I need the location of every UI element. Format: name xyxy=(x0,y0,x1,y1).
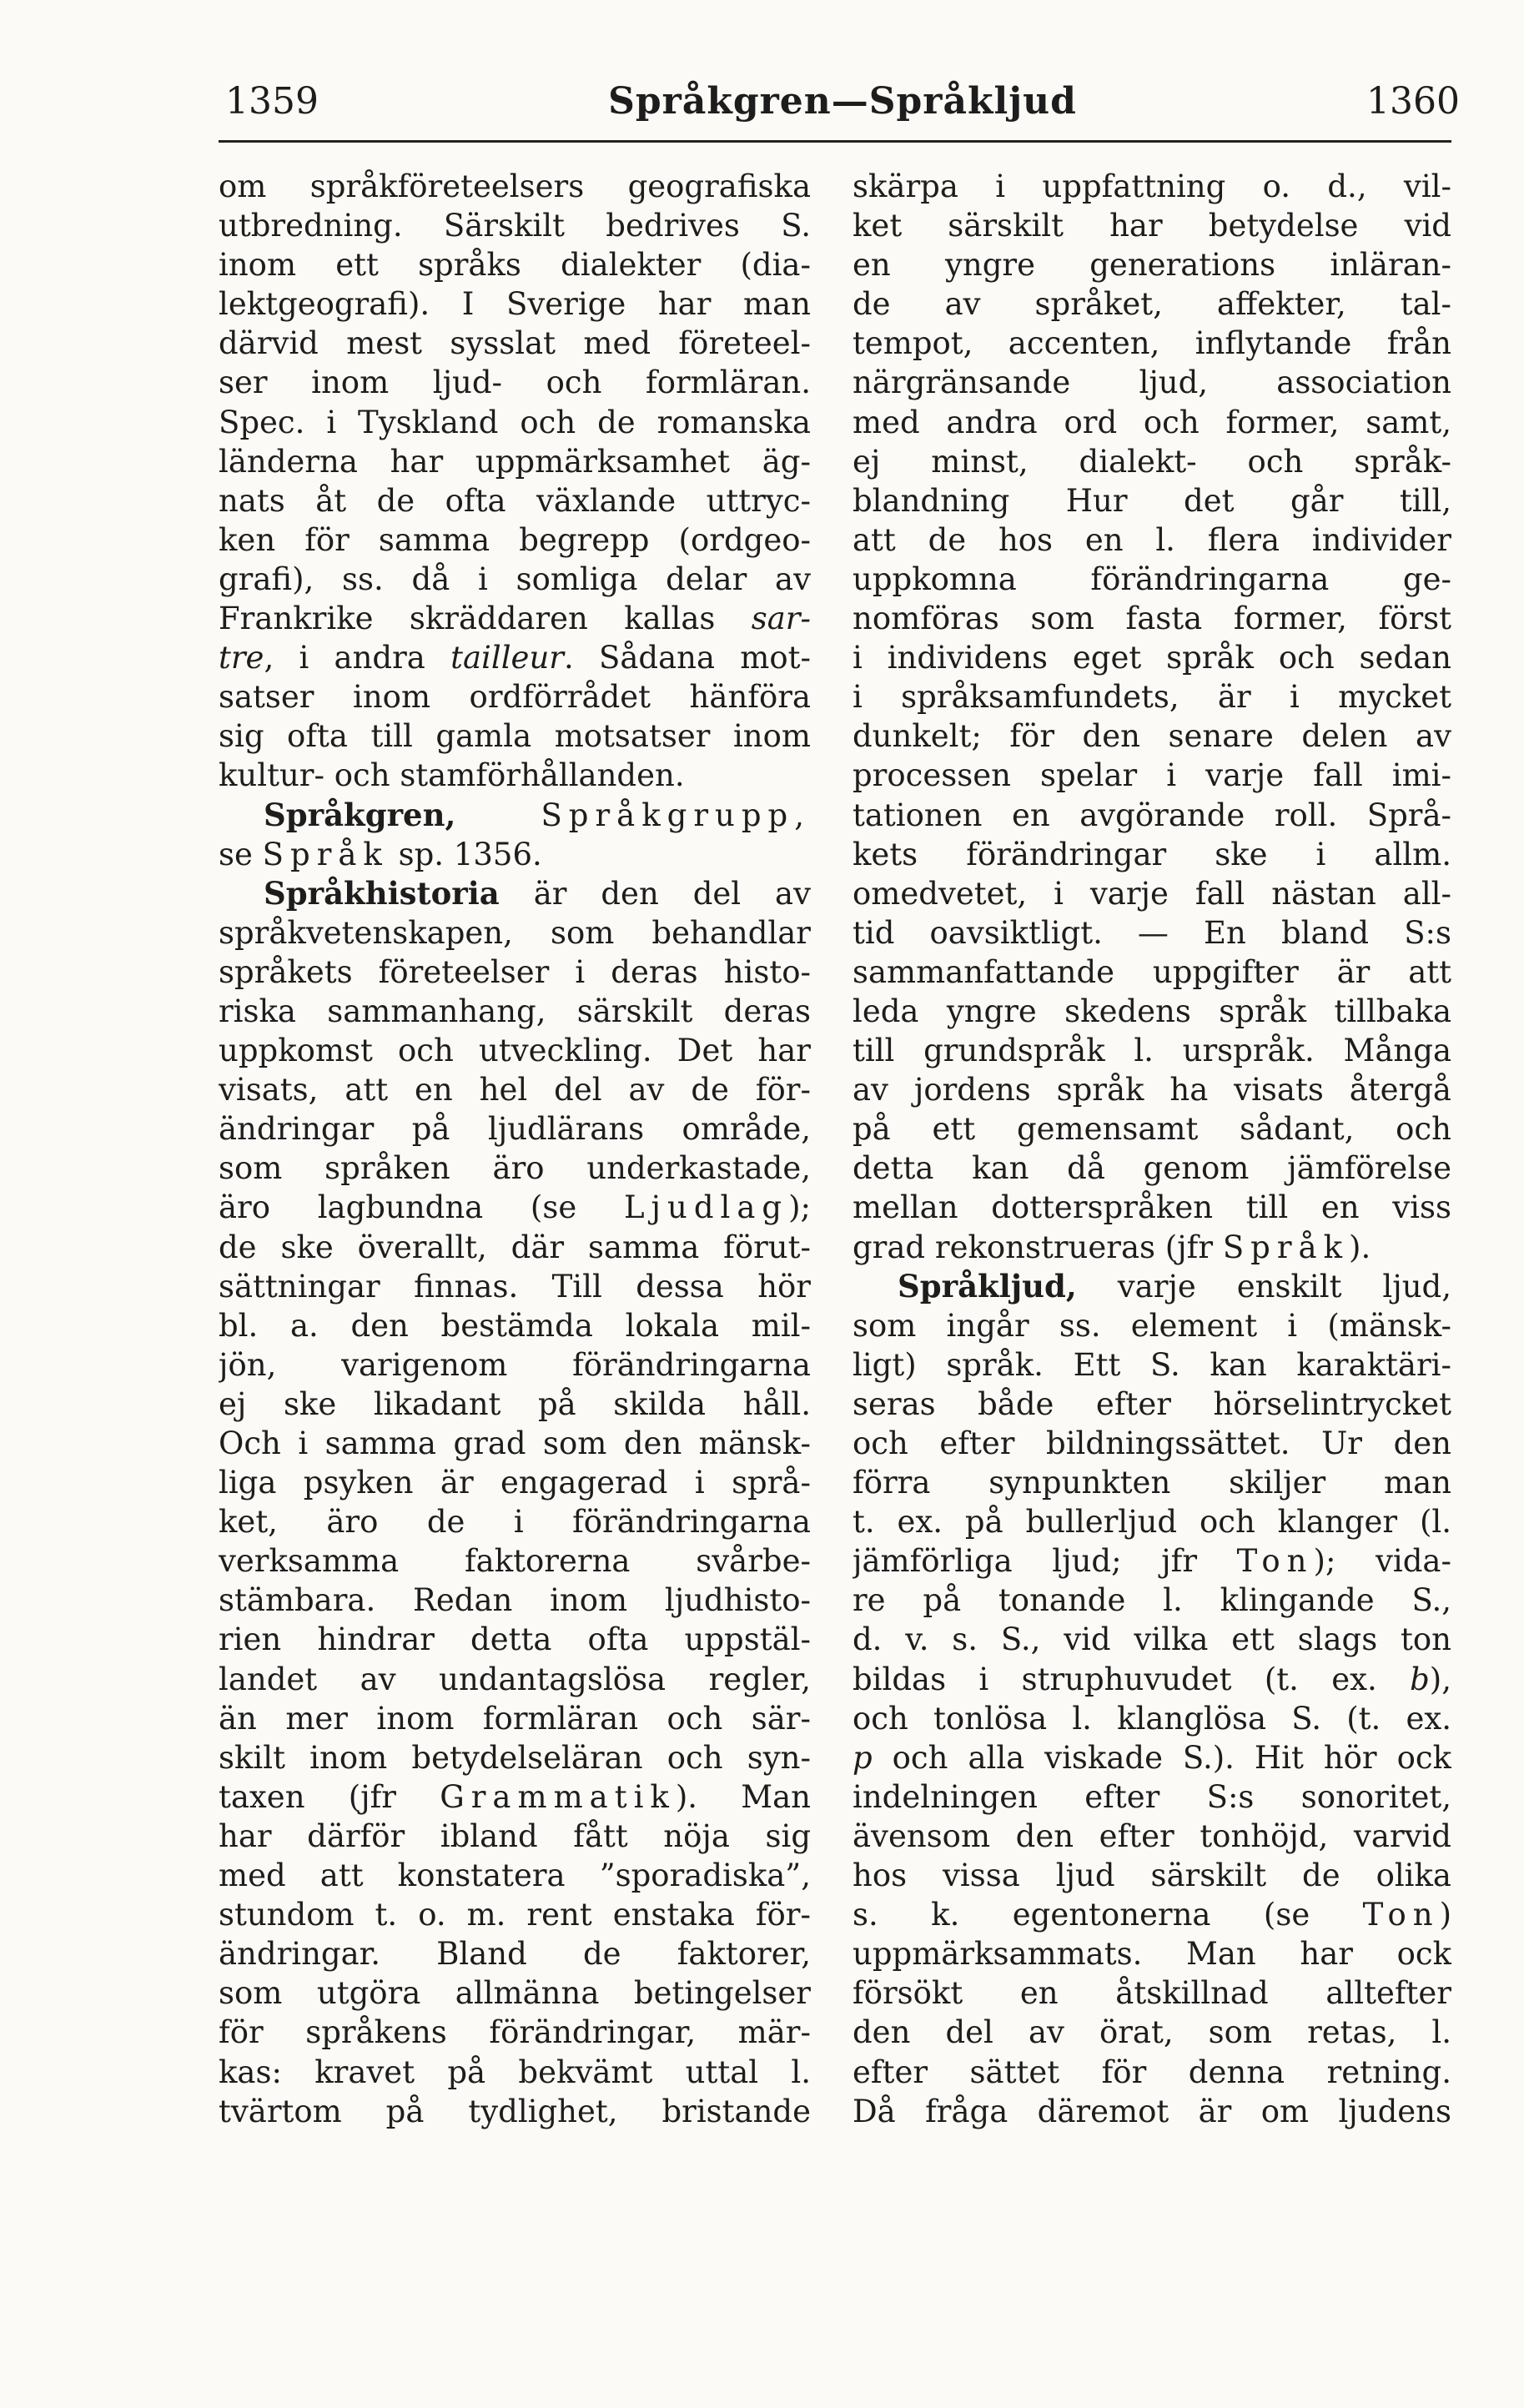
italic-word: tailleur xyxy=(450,640,564,676)
text-line xyxy=(853,1660,1451,1699)
text-line: ligt) språk. Ett S. kan karaktäri- xyxy=(853,1346,1451,1383)
text-run: grad rekonstrueras (jfr xyxy=(853,1229,1223,1265)
text-line: stundom t. o. m. rent enstaka för- xyxy=(219,1897,811,1933)
entry-sprakhistoria xyxy=(219,874,811,913)
text-line xyxy=(853,1228,1451,1267)
text-line: nomföras som fasta former, först xyxy=(853,601,1451,637)
text-line: för språkens förändringar, mär- xyxy=(219,2014,811,2051)
text-run: se xyxy=(219,836,263,872)
text-line: ket, äro de i förändringarna xyxy=(219,1504,811,1541)
text-line: uppkomst och utveckling. Det har xyxy=(219,1033,811,1069)
text-line: dunkelt; för den senare delen av xyxy=(853,718,1451,755)
text-run: ), xyxy=(1429,1661,1451,1697)
text-line: blandning Hur det går till, xyxy=(853,482,1451,519)
cross-reference: Ljudlag xyxy=(623,1189,789,1226)
cross-reference: Språkgrupp, xyxy=(541,797,811,833)
text-line: riska sammanhang, särskilt deras xyxy=(219,993,811,1029)
text-run: s. k. egentonerna (se xyxy=(853,1897,1363,1933)
text-line: de av språket, affekter, tal- xyxy=(853,286,1451,323)
text-line: i individens eget språk och sedan xyxy=(853,640,1451,676)
text-line: förra synpunkten skiljer man xyxy=(853,1465,1451,1501)
text-run: taxen (jfr xyxy=(219,1778,440,1815)
text-line: ändringar på ljudlärans område, xyxy=(219,1111,811,1148)
text-line: mellan dotterspråken till en viss xyxy=(853,1189,1451,1226)
text-line: ej ske likadant på skilda håll. xyxy=(219,1385,811,1422)
text-run: bildas i struphuvudet (t. ex. xyxy=(853,1661,1411,1697)
text-line: närgränsande ljud, association xyxy=(853,364,1451,401)
italic-word: tre xyxy=(219,640,264,676)
text-line: försökt en åtskillnad alltefter xyxy=(853,1975,1451,2012)
text-line: landet av undantagslösa regler, xyxy=(219,1661,811,1697)
text-line: detta kan då genom jämförelse xyxy=(853,1150,1451,1187)
entry-sprakljud xyxy=(853,1267,1451,1306)
text-line: grafi), ss. då i somliga delar av xyxy=(219,561,811,597)
text-line: inom ett språks dialekter (dia- xyxy=(219,247,811,284)
text-line: ket särskilt har betydelse vid xyxy=(853,208,1451,244)
text-run: ). Man xyxy=(675,1778,811,1815)
italic-letter: p xyxy=(853,1739,873,1776)
text-line: som ingår ss. element i (mänsk- xyxy=(853,1307,1451,1344)
text-line: har därför ibland fått nöja sig xyxy=(219,1817,811,1854)
text-line: en yngre generations inläran- xyxy=(853,247,1451,284)
text-line: t. ex. på bullerljud och klanger (l. xyxy=(853,1504,1451,1541)
text-line: lektgeografi). I Sverige har man xyxy=(219,286,811,323)
text-run: ). xyxy=(1349,1229,1371,1265)
text-line: kultur- och stamförhållanden. xyxy=(219,757,685,794)
text-line: än mer inom formläran och sär- xyxy=(219,1700,811,1737)
cross-reference: Ton xyxy=(1236,1543,1314,1580)
text-line: därvid mest sysslat med företeel- xyxy=(219,325,811,362)
text-line: tvärtom på tydlighet, bristande xyxy=(219,2093,811,2129)
text-line: och tonlösa l. klanglösa S. (t. ex. xyxy=(853,1700,1451,1737)
cross-reference: Ton xyxy=(1362,1897,1440,1933)
text-line: språkets företeelser i deras histo- xyxy=(219,953,811,990)
text-line: tid oavsiktligt. — En bland S:s xyxy=(853,914,1451,951)
text-line: uppmärksammats. Man har ock xyxy=(853,1936,1451,1973)
text-line xyxy=(219,1188,811,1227)
page-header xyxy=(225,77,1460,135)
text-run: , i andra xyxy=(264,640,451,676)
entry-headword: Språkljud, xyxy=(898,1267,1077,1305)
text-line: kets förändringar ske i allm. xyxy=(853,836,1451,872)
text-run: varje enskilt ljud, xyxy=(1076,1268,1451,1305)
text-line: processen spelar i varje fall imi- xyxy=(853,757,1451,794)
text-line xyxy=(219,1777,811,1817)
text-line: sammanfattande uppgifter är att xyxy=(853,953,1451,990)
text-line: i språksamfundets, är i mycket xyxy=(853,679,1451,716)
text-line: seras både efter hörselintrycket xyxy=(853,1385,1451,1422)
text-line: till grundspråk l. urspråk. Många xyxy=(853,1033,1451,1069)
entry-headword: Språkhistoria xyxy=(264,874,500,912)
text-line: ej minst, dialekt- och språk- xyxy=(853,443,1451,480)
text-line: skilt inom betydelseläran och syn- xyxy=(219,1739,811,1776)
text-run: är den del av xyxy=(499,875,811,912)
text-line: hos vissa ljud särskilt de olika xyxy=(853,1858,1451,1894)
text-line: ändringar. Bland de faktorer, xyxy=(219,1936,811,1973)
text-line: tationen en avgörande roll. Språ- xyxy=(853,797,1451,833)
left-column xyxy=(219,167,811,2131)
text-line: omedvetet, i varje fall nästan all- xyxy=(853,875,1451,912)
text-run: ) xyxy=(1439,1897,1451,1933)
entry-headword: Språkgren, xyxy=(264,796,456,833)
text-line: den del av örat, som retas, l. xyxy=(853,2014,1451,2051)
text-run: ); xyxy=(788,1189,811,1226)
text-line: tempot, accenten, inflytande från xyxy=(853,325,1451,362)
text-line: att de hos en l. flera individer xyxy=(853,521,1451,558)
text-line: på ett gemensamt sådant, och xyxy=(853,1111,1451,1148)
text-line: om språkföreteelsers geografiska xyxy=(219,168,811,204)
text-line xyxy=(853,1895,1451,1934)
text-line: och efter bildningssättet. Ur den xyxy=(853,1425,1451,1461)
text-line: uppkomna förändringarna ge- xyxy=(853,561,1451,597)
text-run: Frankrike skräddaren kallas xyxy=(219,601,752,637)
text-line: nats åt de ofta växlande uttryc- xyxy=(219,482,811,519)
text-line: verksamma faktorerna svårbe- xyxy=(219,1543,811,1580)
italic-word: sar- xyxy=(751,601,811,637)
text-line: språkvetenskapen, som behandlar xyxy=(219,914,811,951)
text-line: utbredning. Särskilt bedrives S. xyxy=(219,208,811,244)
italic-letter: b xyxy=(1410,1661,1430,1697)
text-line xyxy=(219,835,811,874)
text-line: jön, varigenom förändringarna xyxy=(219,1346,811,1383)
page-number-right: 1360 xyxy=(1366,80,1460,123)
text-run: och alla viskade S.). Hit hör ock xyxy=(872,1739,1451,1776)
running-title: Språkgren—Språkljud xyxy=(608,80,1077,123)
text-line: länderna har uppmärksamhet äg- xyxy=(219,443,811,480)
text-run: sp. 1356. xyxy=(388,836,542,872)
text-run: äro lagbundna (se xyxy=(219,1189,624,1226)
text-line: som språken äro underkastade, xyxy=(219,1150,811,1187)
text-line: efter sättet för denna retning. xyxy=(853,2054,1451,2090)
text-line: Spec. i Tyskland och de romanska xyxy=(219,404,811,440)
cross-reference: Grammatik xyxy=(440,1778,676,1815)
text-line: liga psyken är engagerad i språ- xyxy=(219,1465,811,1501)
page-number-left: 1359 xyxy=(225,80,319,123)
text-line: av jordens språk ha visats återgå xyxy=(853,1072,1451,1108)
text-line: re på tonande l. klingande S., xyxy=(853,1582,1451,1619)
text-line: ävensom den efter tonhöjd, varvid xyxy=(853,1817,1451,1854)
text-line: rien hindrar detta ofta uppstäl- xyxy=(219,1621,811,1658)
text-line: kas: kravet på bekvämt uttal l. xyxy=(219,2054,811,2090)
text-run: ); vida- xyxy=(1313,1543,1451,1580)
text-line: leda yngre skedens språk tillbaka xyxy=(853,993,1451,1029)
text-line: som utgöra allmänna betingelser xyxy=(219,1975,811,2012)
text-line xyxy=(219,599,811,638)
text-line: med andra ord och former, samt, xyxy=(853,404,1451,440)
text-line: ser inom ljud- och formläran. xyxy=(219,364,811,401)
text-line: de ske överallt, där samma förut- xyxy=(219,1229,811,1265)
text-line xyxy=(219,638,811,677)
text-line: med att konstatera ”sporadiska”, xyxy=(219,1858,811,1894)
text-line: satser inom ordförrådet hänföra xyxy=(219,679,811,716)
text-run: . Sådana mot- xyxy=(563,640,811,676)
right-column xyxy=(853,167,1451,2131)
text-line: sig ofta till gamla motsatser inom xyxy=(219,718,811,755)
text-line: sättningar finnas. Till dessa hör xyxy=(219,1268,811,1305)
text-line: skärpa i uppfattning o. d., vil- xyxy=(853,168,1451,204)
text-line: stämbara. Redan inom ljudhisto- xyxy=(219,1582,811,1619)
text-line: indelningen efter S:s sonoritet, xyxy=(853,1778,1451,1815)
text-line: Då fråga däremot är om ljudens xyxy=(853,2093,1451,2129)
text-line: ken för samma begrepp (ordgeo- xyxy=(219,521,811,558)
entry-sprakgren xyxy=(219,796,811,835)
text-line: Och i samma grad som den mänsk- xyxy=(219,1425,811,1461)
cross-reference: Språk xyxy=(262,836,389,872)
text-line: d. v. s. S., vid vilka ett slags ton xyxy=(853,1621,1451,1658)
text-line: visats, att en hel del av de för- xyxy=(219,1072,811,1108)
cross-reference: Språk xyxy=(1222,1229,1350,1265)
text-run: jämförliga ljud; jfr xyxy=(853,1543,1237,1580)
text-line xyxy=(853,1738,1451,1777)
header-rule xyxy=(219,140,1451,143)
text-line: bl. a. den bestämda lokala mil- xyxy=(219,1307,811,1344)
text-line xyxy=(853,1541,1451,1581)
